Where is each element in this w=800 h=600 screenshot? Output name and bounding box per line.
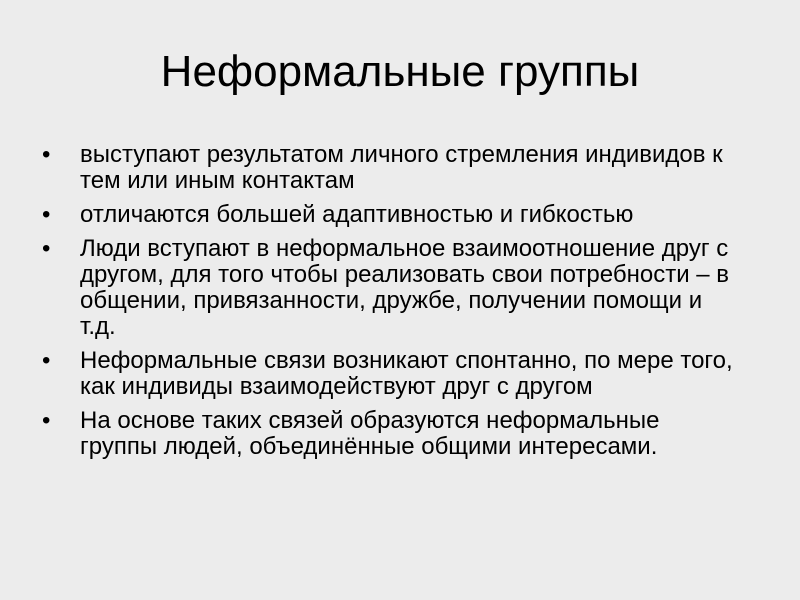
bullet-item: [40, 202, 740, 228]
bullet-text: На основе таких связей образуются неформальные группы людей, объединённые общими интересами.: [80, 407, 660, 460]
bullet-text: отличаются большей адаптивностью и гибкостью: [80, 201, 634, 228]
bullet-text: Неформальные связи возникают спонтанно, по мере того, как индивиды взаимодействуют друг с другом: [80, 347, 733, 400]
bullet-item: [40, 142, 740, 194]
bullet-list: [40, 142, 740, 468]
bullet-item: [40, 408, 740, 460]
bullet-text: выступают результатом личного стремления индивидов к тем или иным контактам: [80, 141, 723, 194]
bullet-item: [40, 236, 740, 340]
slide-title: Неформальные группы: [160, 47, 640, 96]
bullet-item: [40, 348, 740, 400]
bullet-icon: •: [42, 235, 51, 262]
bullet-icon: •: [42, 407, 51, 434]
bullet-icon: •: [42, 141, 51, 168]
bullet-icon: •: [42, 347, 51, 374]
bullet-icon: •: [42, 201, 51, 228]
bullet-text: Люди вступают в неформальное взаимоотношение друг с другом, для того чтобы реализовать свои потребности – в общении, привязанности, дружбе, получении помощи и т.д.: [80, 235, 730, 340]
